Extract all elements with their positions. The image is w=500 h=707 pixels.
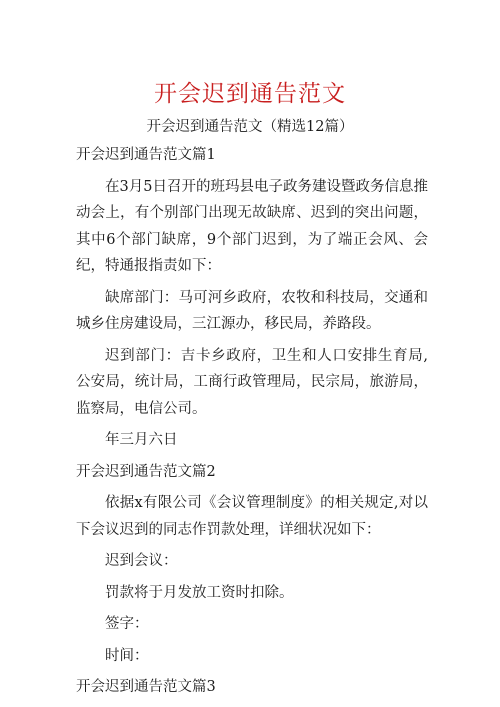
- paragraph-date: 年三月六日: [105, 432, 178, 448]
- paragraph-deduction: 罚款将于月发放工资时扣除。: [105, 584, 294, 601]
- paragraph-late-meeting: 迟到会议：: [105, 553, 178, 569]
- document-title: 开会迟到通告范文: [154, 81, 346, 107]
- section-heading-1: 开会迟到通告范文篇1: [76, 147, 216, 163]
- document-body: [76, 142, 428, 701]
- document-subtitle: 开会迟到通告范文（精选12篇）: [146, 119, 354, 135]
- paragraph-signature: 签字：: [105, 616, 149, 632]
- paragraph-meeting-issue: 在3月5日召开的班玛县电子政务建设暨政务信息推动会上，有个别部门出现无故缺席、迟到的突出问题，其中6个部门缺席，9个部门迟到，为了端正会风、会纪，特通报指责如下：: [76, 178, 428, 274]
- section-heading-2: 开会迟到通告范文篇2: [76, 463, 216, 480]
- paragraph-late-departments: 迟到部门：吉卡乡政府，卫生和人口安排生育局,公安局，统计局，工商行政管理局，民宗局，旅游局，监察局，电信公司。: [76, 347, 428, 417]
- paragraph-penalty-basis: 依据x有限公司《会议管理制度》的相关规定,对以下会议迟到的同志作罚款处理，详细状况如下：: [76, 495, 428, 538]
- section-heading-3: 开会迟到通告范文篇3: [76, 679, 216, 695]
- paragraph-absent-departments: 缺席部门：马可河乡政府，农牧和科技局，交通和城乡住房建设局，三江源办，移民局，养路段。: [76, 289, 428, 332]
- paragraph-time: 时间：: [105, 647, 149, 664]
